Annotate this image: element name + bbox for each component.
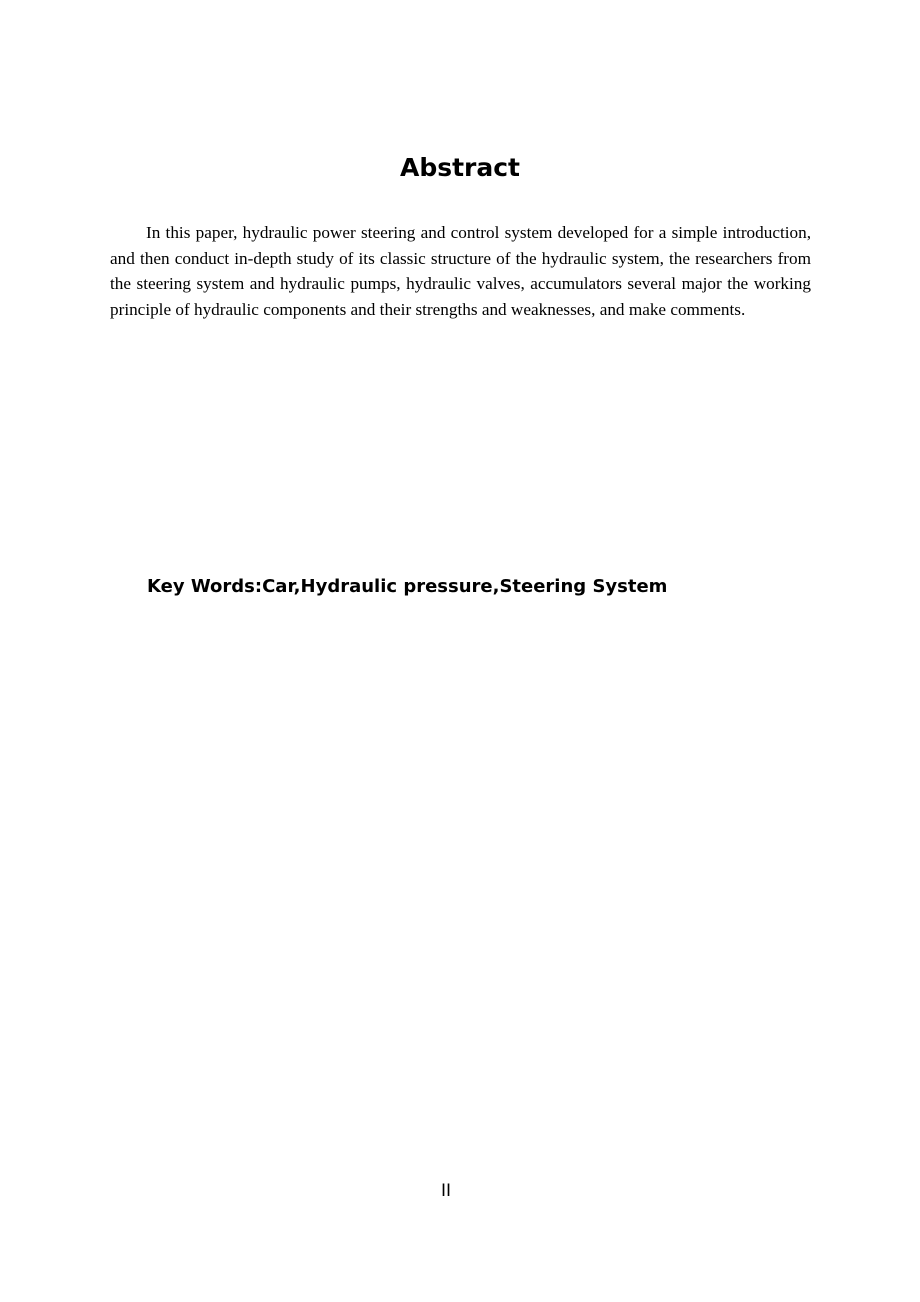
page-title: Abstract <box>399 153 521 182</box>
page-number: II <box>440 1181 452 1201</box>
abstract-paragraph: In this paper, hydraulic power steering and control system developed for a simple introduction, and then conduct in-depth study of its classic structure of the hydraulic system, the researchers from the steering system and hydraulic pumps, hydraulic valves, accumulators several major the working principle of hydraulic components and their strengths and weaknesses, and make comments. <box>110 223 811 319</box>
keywords-line: Key Words:Car,Hydraulic pressure,Steering System <box>147 576 668 597</box>
